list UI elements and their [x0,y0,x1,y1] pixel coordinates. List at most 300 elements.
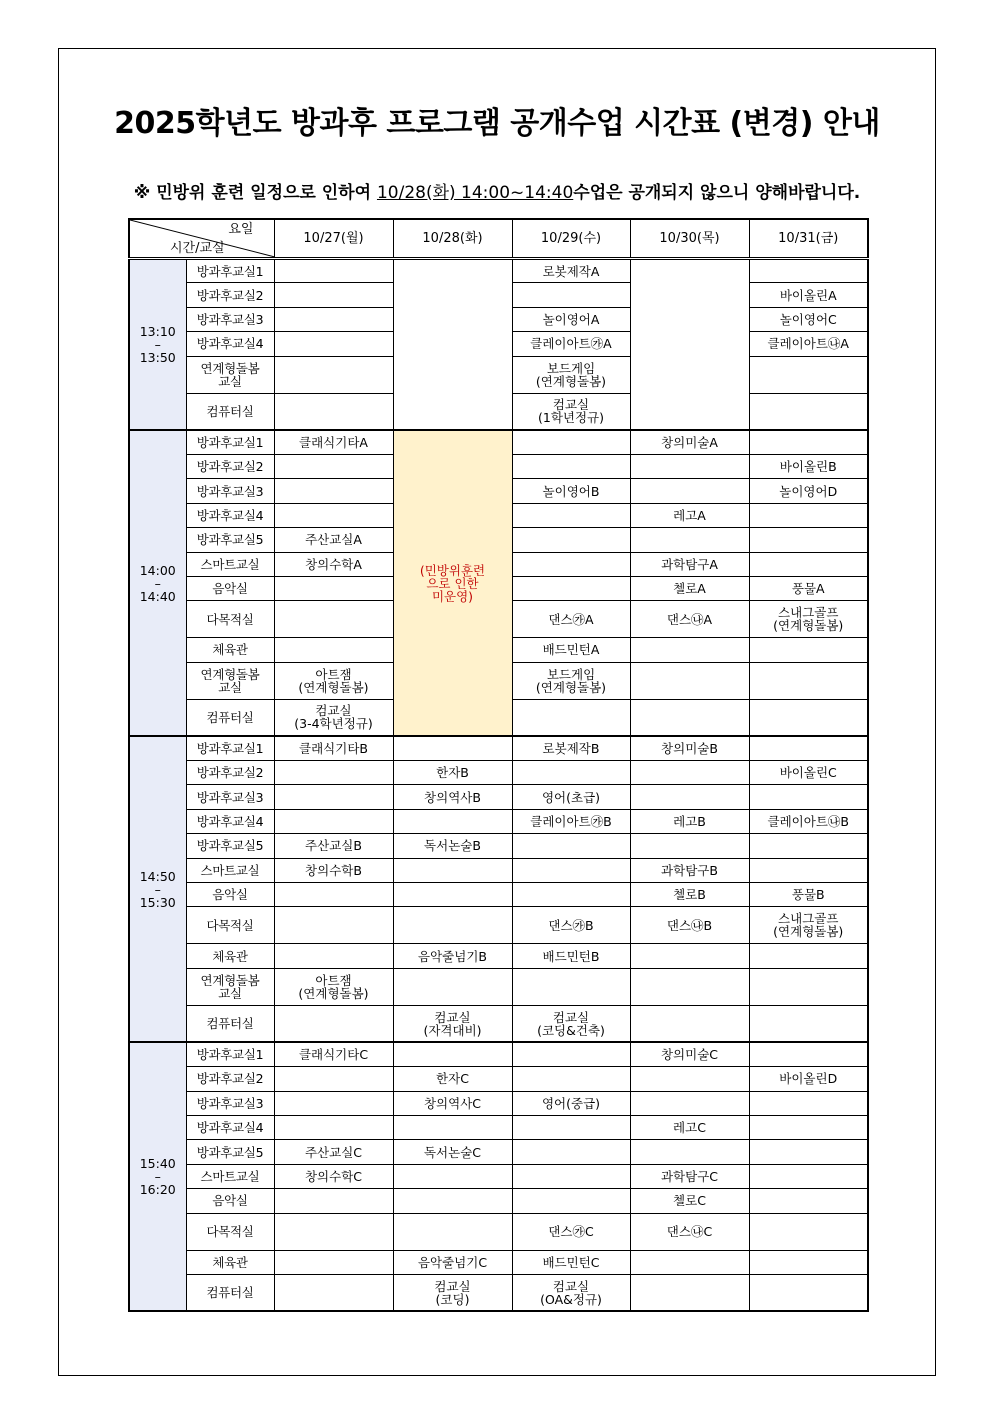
class-name: 로봇제작B [542,741,600,757]
room-name-line: 스마트교실 [200,862,260,878]
class-name: 바이올린A [779,287,837,303]
time-slot-line: 14:40 [139,588,176,604]
room-name-line: 다목적실 [206,1224,254,1240]
class-cell [393,1164,512,1188]
class-cell [512,307,630,331]
class-cell [274,785,393,809]
time-slot-line: 13:10 [139,324,176,340]
room-name [186,834,274,858]
class-cell [749,1067,868,1091]
class-cell [749,283,868,307]
class-cell [512,1250,630,1274]
room-name-line: 스마트교실 [200,556,260,572]
room-name [186,1213,274,1250]
closed-notice-cell [393,430,512,736]
class-cell [630,1091,749,1115]
header-corner [129,219,274,259]
class-cell [630,858,749,882]
class-cell [749,576,868,600]
class-cell [393,736,512,760]
closed-notice-line: (민방위훈련 [419,562,486,578]
class-cell [630,1115,749,1139]
class-cell [512,454,630,478]
class-cell [749,785,868,809]
class-name: 주산교실B [305,838,362,854]
class-name: 주산교실C [304,1144,363,1160]
table-row [129,834,868,858]
time-block [129,430,868,736]
room-name-line: 방과후교실1 [196,741,264,757]
class-cell [749,761,868,785]
room-name-line: 다목적실 [206,917,254,933]
class-cell [630,1164,749,1188]
class-cell [749,736,868,760]
class-name: 창의미술C [660,1047,719,1063]
class-cell [274,479,393,503]
class-cell [512,858,630,882]
class-cell [274,332,393,356]
class-cell [393,1213,512,1250]
class-cell [630,944,749,968]
table-row [129,944,868,968]
class-cell [274,454,393,478]
class-cell [274,1005,393,1042]
class-cell [749,356,868,393]
time-slot-line: 15:40 [139,1156,176,1172]
class-name: 주산교실A [305,532,362,548]
class-cell [512,736,630,760]
class-cell [749,1140,868,1164]
class-name: 스내그골프 [778,911,839,927]
class-cell [393,785,512,809]
corner-time-room-label: 시간/교실 [170,241,225,256]
room-name-line: 교실 [218,985,242,1001]
class-cell [630,1274,749,1311]
class-cell [274,1067,393,1091]
class-name: 클레이아트㉮B [530,814,612,830]
class-cell [630,601,749,638]
class-cell [749,1274,868,1311]
class-cell [749,883,868,907]
class-cell [274,601,393,638]
merged-empty-cell [393,259,512,431]
class-cell [749,454,868,478]
room-name [186,479,274,503]
room-name-line: 방과후교실1 [196,263,264,279]
time-block [129,259,868,431]
class-cell [630,638,749,662]
class-name: (자격대비) [423,1022,482,1038]
class-name: 클레이아트㉯A [767,336,849,352]
table-row [129,1274,868,1311]
class-cell [274,761,393,785]
class-cell [749,1250,868,1274]
room-name [186,1115,274,1139]
class-name: 음악줄넘기C [417,1254,488,1270]
class-cell [274,883,393,907]
class-cell [274,503,393,527]
room-name-line: 음악실 [212,581,248,597]
class-cell [630,1042,749,1066]
class-cell [512,283,630,307]
table-row [129,907,868,944]
class-name: 배드민턴A [542,642,600,658]
time-slot-line: 16:20 [139,1182,176,1198]
class-cell [630,552,749,576]
table-header [129,219,868,259]
room-name [186,761,274,785]
class-cell [274,1189,393,1213]
room-name-line: 컴퓨터실 [206,1285,254,1301]
class-cell [749,699,868,736]
class-cell [512,503,630,527]
time-slot [129,736,186,1042]
notice-text [58,178,936,203]
class-cell [274,736,393,760]
class-name: 풍물A [791,581,825,597]
class-name: (연계형돌봄) [773,618,844,634]
table-row [129,1250,868,1274]
class-cell [274,809,393,833]
class-cell [630,1250,749,1274]
class-cell [512,1189,630,1213]
class-cell [630,454,749,478]
class-cell [512,576,630,600]
class-name: 첼로B [673,887,706,903]
class-name: 댄스㉮A [548,611,594,627]
class-name: 독서논술B [424,838,481,854]
room-name [186,454,274,478]
room-name [186,662,274,699]
room-name-line: 방과후교실3 [196,311,264,327]
room-name-line: 방과후교실2 [196,765,264,781]
class-name: 아트잼 [315,666,352,682]
room-name-line: 연계형돌봄 [200,972,260,988]
room-name [186,601,274,638]
class-cell [512,332,630,356]
table-row [129,968,868,1005]
class-cell [630,1067,749,1091]
class-cell [630,662,749,699]
room-name-line: 방과후교실5 [196,532,264,548]
class-cell [512,944,630,968]
merged-empty-cell [630,259,749,431]
class-cell [393,1005,512,1042]
room-name [186,1164,274,1188]
class-cell [512,662,630,699]
class-name: 창의수학B [305,862,362,878]
closed-notice-line: 으로 인한 [426,575,479,591]
class-cell [630,503,749,527]
class-name: 창의미술B [661,741,718,757]
class-name: 컴교실 [434,1009,471,1025]
class-cell [274,576,393,600]
class-cell [630,528,749,552]
class-cell [393,1067,512,1091]
room-name-line: 방과후교실4 [196,336,264,352]
class-name: 컴교실 [434,1278,471,1294]
table-row [129,259,868,283]
class-cell [512,809,630,833]
class-cell [630,785,749,809]
class-cell [274,259,393,283]
table-row [129,1005,868,1042]
class-name: 영어(초급) [541,789,601,805]
class-cell [512,356,630,393]
class-cell [630,883,749,907]
time-block [129,1042,868,1311]
room-name [186,259,274,283]
room-name-line: 방과후교실3 [196,1095,264,1111]
room-name [186,1274,274,1311]
room-name [186,1091,274,1115]
class-name: 컴교실 [552,1009,590,1025]
table-row [129,1164,868,1188]
room-name-line: 방과후교실3 [196,483,264,499]
class-cell [393,907,512,944]
class-cell [630,699,749,736]
room-name [186,430,274,454]
class-name: 댄스㉯A [666,611,713,627]
room-name [186,393,274,430]
class-cell [749,1091,868,1115]
class-cell [630,1189,749,1213]
class-cell [630,430,749,454]
room-name-line: 컴퓨터실 [206,1016,254,1032]
class-cell [630,968,749,1005]
class-cell [274,944,393,968]
room-name [186,307,274,331]
class-name: 영어(중급) [541,1095,601,1111]
class-name: 배드민턴B [542,948,600,964]
time-block [129,736,868,1042]
room-name [186,528,274,552]
class-name: 클레이아트㉯B [767,814,849,830]
class-cell [393,1140,512,1164]
class-cell [749,1164,868,1188]
class-name: 컴교실 [552,397,590,413]
class-name: 클래식기타C [298,1047,369,1063]
room-name-line: 음악실 [212,887,248,903]
class-name: 댄스㉮C [548,1224,594,1240]
class-cell [274,1091,393,1115]
class-name: 독서논술C [423,1144,482,1160]
class-name: 풍물B [791,887,825,903]
room-name-line: 방과후교실2 [196,287,264,303]
class-name: 배드민턴C [542,1254,600,1270]
class-cell [512,785,630,809]
room-name [186,1005,274,1042]
class-name: 스내그골프 [778,605,839,621]
table-row [129,1067,868,1091]
class-cell [749,430,868,454]
class-cell [393,1091,512,1115]
class-name: 컴교실 [315,703,352,719]
class-name: 바이올린B [779,459,837,475]
class-cell [749,1042,868,1066]
class-name: 한자C [436,1071,469,1087]
room-name-line: 컴퓨터실 [206,403,254,419]
class-name: 음악줄넘기B [418,948,487,964]
room-name [186,576,274,600]
class-cell [274,1115,393,1139]
class-name: 놀이영어D [779,483,838,499]
class-name: (3-4학년정규) [294,716,373,732]
class-cell [393,761,512,785]
class-cell [393,944,512,968]
class-name: 로봇제작A [542,263,600,279]
room-name-line: 체육관 [212,1254,248,1270]
room-name-line: 연계형돌봄 [200,360,260,376]
class-cell [274,699,393,736]
class-cell [512,1213,630,1250]
class-name: 창의역사B [424,789,481,805]
class-name: 창의미술A [661,435,718,450]
class-cell [749,259,868,283]
closed-notice-line: 미운영) [431,588,474,604]
class-cell [393,883,512,907]
class-cell [512,1140,630,1164]
room-name-line: 체육관 [212,642,248,658]
corner-day-label: 요일 [228,222,254,237]
class-cell [274,1140,393,1164]
table-row [129,1140,868,1164]
room-name-line: 방과후교실3 [196,789,264,805]
class-name: 한자B [436,765,469,781]
class-cell [274,1213,393,1250]
class-cell [749,858,868,882]
room-name [186,907,274,944]
class-name: (연계형돌봄) [773,924,844,940]
class-cell [749,332,868,356]
class-name: 클래식기타A [299,435,368,450]
table-row [129,1042,868,1066]
day-header: 10/27(월) [274,219,393,259]
class-cell [749,552,868,576]
room-name [186,283,274,307]
class-cell [512,259,630,283]
class-cell [630,834,749,858]
class-name: 보드게임 [546,666,596,682]
time-slot-line: – [154,337,161,353]
class-cell [393,858,512,882]
class-cell [749,638,868,662]
class-cell [274,528,393,552]
class-name: 컴교실 [552,1278,590,1294]
class-name: 보드게임 [546,360,596,376]
time-slot-line: – [154,575,161,591]
table-row [129,1115,868,1139]
notice-date-time: 10/28(화) 14:00~14:40 [376,183,574,203]
room-name [186,785,274,809]
schedule-table [128,218,869,1312]
class-cell [393,1115,512,1139]
class-cell [630,576,749,600]
day-header: 10/31(금) [749,219,868,259]
time-slot-line: 14:00 [139,562,176,578]
class-name: 창의수학C [304,1168,363,1184]
room-name [186,356,274,393]
table-row [129,809,868,833]
class-cell [749,528,868,552]
class-name: 댄스㉯B [666,917,713,933]
class-name: 레고C [673,1120,706,1136]
class-cell [274,858,393,882]
class-cell [630,907,749,944]
class-cell [749,307,868,331]
class-cell [749,1189,868,1213]
class-name: 놀이영어C [779,311,837,327]
table-row [129,1213,868,1250]
room-name-line: 방과후교실4 [196,1120,264,1136]
room-name-line: 다목적실 [206,611,254,627]
class-cell [274,1164,393,1188]
class-name: (1학년정규) [537,410,604,426]
day-header: 10/28(화) [393,219,512,259]
room-name [186,883,274,907]
class-cell [749,601,868,638]
class-name: 과학탐구C [660,1168,719,1184]
class-cell [749,834,868,858]
class-cell [749,662,868,699]
class-cell [512,479,630,503]
class-name: 창의역사C [423,1095,482,1111]
class-name: 댄스㉮B [548,917,594,933]
class-cell [393,1274,512,1311]
table-row [129,761,868,785]
class-name: (연계형돌봄) [298,985,369,1001]
class-name: 클래식기타B [299,741,368,757]
class-cell [512,761,630,785]
class-name: (코딩) [435,1291,470,1307]
class-cell [512,883,630,907]
class-cell [749,1213,868,1250]
room-name [186,1189,274,1213]
room-name-line: 방과후교실2 [196,1071,264,1087]
table-row [129,858,868,882]
room-name-line: 방과후교실1 [196,1047,264,1063]
room-name [186,1140,274,1164]
class-cell [274,393,393,430]
class-cell [393,1189,512,1213]
table-row [129,736,868,760]
class-cell [393,809,512,833]
class-name: 창의수학A [305,556,362,572]
class-cell [630,1005,749,1042]
class-name: (OA&정규) [540,1291,602,1307]
time-slot [129,1042,186,1311]
class-cell [512,1164,630,1188]
class-name: 바이올린C [779,765,837,781]
class-name: 과학탐구B [661,862,718,878]
class-cell [274,307,393,331]
class-cell [274,430,393,454]
time-slot-line: 14:50 [139,868,176,884]
class-cell [393,834,512,858]
class-name: 아트잼 [315,972,352,988]
class-cell [274,1274,393,1311]
room-name [186,809,274,833]
class-name: 첼로C [673,1193,706,1209]
room-name-line: 방과후교실5 [196,1144,264,1160]
class-cell [274,1250,393,1274]
room-name-line: 방과후교실2 [196,459,264,475]
class-cell [512,968,630,1005]
class-cell [512,393,630,430]
room-name [186,1067,274,1091]
class-cell [630,736,749,760]
class-cell [512,601,630,638]
